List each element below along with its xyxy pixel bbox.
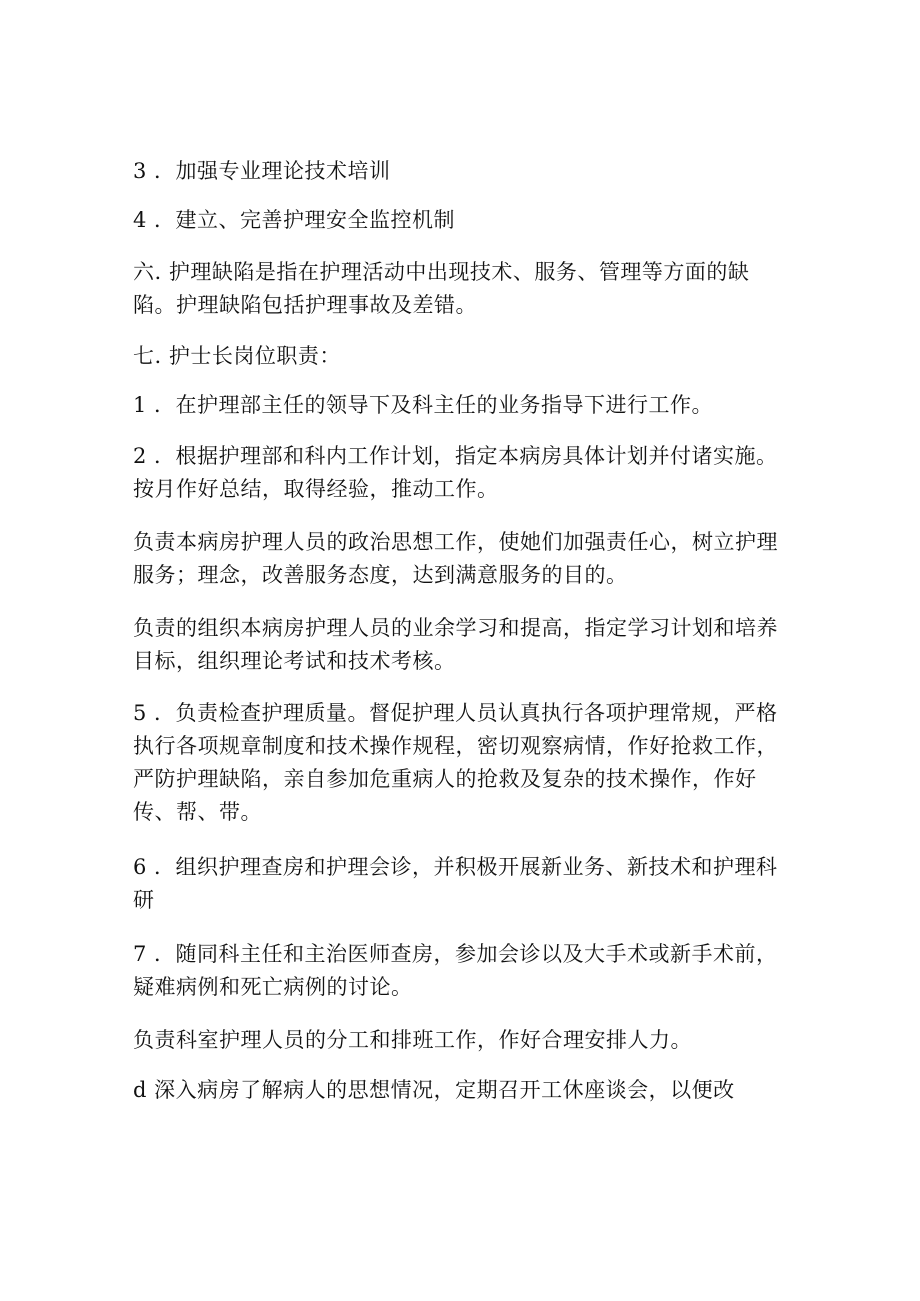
duty-item-7 [133, 938, 793, 1004]
text-line: 服务；理念，改善服务态度，达到满意服务的目的。 [133, 563, 628, 587]
text-line: 7 ．随同科主任和主治医师查房，参加会诊以及大手术或新手术前， [133, 942, 778, 966]
text-line: 按月作好总结，取得经验，推动工作。 [133, 477, 499, 501]
text-line: 六. 护理缺陷是指在护理活动中出现技术、服务、管理等方面的缺 [133, 260, 750, 284]
text-line: 执行各项规章制度和技术操作规程，密切观察病情，作好抢救工作， [133, 734, 778, 758]
section-7-head-nurse-duties [133, 340, 793, 373]
text-line: 传、帮、带。 [133, 800, 262, 824]
text-line: 4 ．建立、完善护理安全监控机制 [133, 208, 456, 232]
duty-item-5 [133, 697, 793, 829]
text-line: 负责本病房护理人员的政治思想工作，使她们加强责任心，树立护理 [133, 530, 778, 554]
duty-ward-visits [133, 1074, 793, 1107]
duty-item-1 [133, 389, 793, 422]
text-line: d 深入病房了解病人的思想情况，定期召开工休座谈会，以便改 [133, 1078, 735, 1102]
text-line: 1 ．在护理部主任的领导下及科主任的业务指导下进行工作。 [133, 393, 714, 417]
text-line: 3 ．加强专业理论技术培训 [133, 159, 391, 183]
text-line: 目标，组织理论考试和技术考核。 [133, 649, 456, 673]
text-line: 严防护理缺陷，亲自参加危重病人的抢救及复杂的技术操作，作好 [133, 767, 757, 791]
text-line: 2 ．根据护理部和科内工作计划，指定本病房具体计划并付诸实施。 [133, 444, 778, 468]
text-line: 负责科室护理人员的分工和排班工作，作好合理安排人力。 [133, 1028, 692, 1052]
duty-political-work [133, 526, 793, 592]
duty-scheduling [133, 1024, 793, 1057]
duty-item-2 [133, 440, 793, 506]
item-3-training [133, 155, 793, 188]
section-6-nursing-defects [133, 256, 793, 322]
text-line: 陷。护理缺陷包括护理事故及差错。 [133, 293, 477, 317]
text-line: 研 [133, 888, 155, 912]
text-line: 七. 护士长岗位职责： [133, 344, 341, 368]
text-line: 负责的组织本病房护理人员的业余学习和提高，指定学习计划和培养 [133, 616, 778, 640]
item-4-safety-monitoring [133, 204, 793, 237]
text-line: 5 ．负责检查护理质量。督促护理人员认真执行各项护理常规，严格 [133, 701, 778, 725]
text-line: 疑难病例和死亡病例的讨论。 [133, 975, 413, 999]
text-line: 6 ．组织护理查房和护理会诊，并积极开展新业务、新技术和护理科 [133, 855, 778, 879]
duty-item-6 [133, 851, 793, 917]
duty-study-organization [133, 612, 793, 678]
